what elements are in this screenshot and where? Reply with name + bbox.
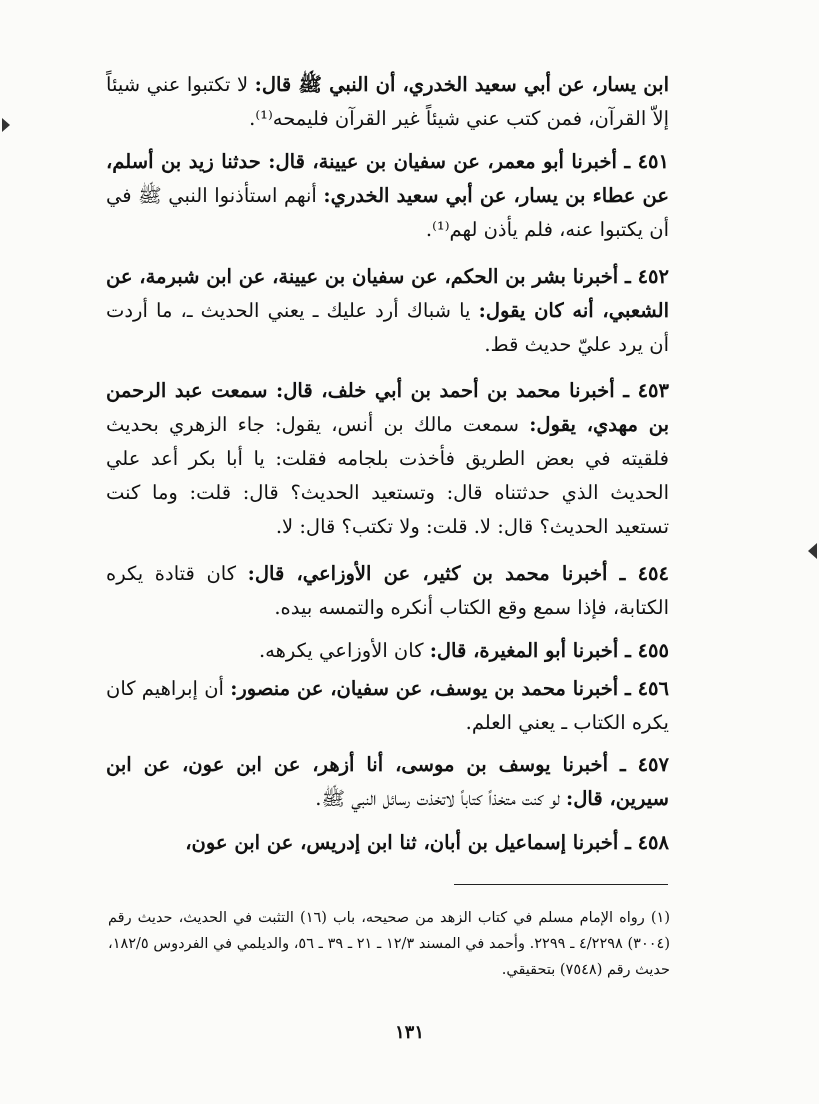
hadith-453 (106, 374, 669, 544)
hadith-455 (106, 634, 669, 668)
hadith-number: ٤٥١ (637, 150, 669, 173)
hadith-chain: ـ أخبرنا إسماعيل بن أبان، ثنا ابن إدريس، عن ابن عون، (185, 831, 638, 854)
hadith-text: لا تكتبوا عني شيئاً إلاّ القرآن، فمن كتب عني شيئاً غير القرآن فليمحه⁽¹⁾. (106, 73, 669, 130)
hadith-451 (106, 145, 669, 247)
hadith-number: ٤٥٥ (637, 639, 669, 662)
hadith-text: أنهم استأذنوا النبي ﷺ في أن يكتبوا عنه، فلم يأذن لهم⁽¹⁾. (106, 184, 669, 241)
hadith-chain: ابن يسار، عن أبي سعيد الخدري، أن النبي ﷺ قال: (254, 73, 669, 96)
scan-margin-mark (2, 118, 10, 132)
hadith-text: أن إبراهيم كان يكره الكتاب ـ يعني العلم. (106, 677, 669, 734)
hadith-number: ٤٥٦ (637, 677, 669, 700)
hadith-chain: ـ أخبرنا محمد بن يوسف، عن سفيان، عن منصور: (230, 677, 638, 700)
hadith-number: ٤٥٤ (637, 562, 669, 585)
hadith-number: ٤٥٨ (637, 831, 669, 854)
hadith-text: لو كنت متخذاً كتاباً لاتخذت رسائل النبي ﷺ. (315, 787, 567, 810)
hadith-chain: ـ أخبرنا أبو معمر، عن سفيان بن عيينة، قال: حدثنا زيد بن أسلم، عن عطاء بن يسار، عن أبي سعيد الخدري: (106, 150, 669, 207)
hadith-text: يا شباك أرد عليك ـ يعني الحديث ـ، ما أردت أن يرد عليّ حديث قط. (106, 299, 669, 356)
hadith-chain: ـ أخبرنا محمد بن كثير، عن الأوزاعي، قال: (247, 562, 638, 585)
hadith-chain: ـ أخبرنا محمد بن أحمد بن أبي خلف، قال: سمعت عبد الرحمن بن مهدي، يقول: (106, 379, 669, 436)
page-number: ١٣١ (394, 1022, 424, 1043)
footnote: (١) رواه الإمام مسلم في كتاب الزهد من صحيحه، باب (١٦) التثبت في الحديث، حديث رقم (٣٠٠٤) ٤/٢٢٩٨ ـ ٢٢٩٩. وأحمد في المسند ١٢/٣ ـ ٢١ ـ ٣٩ ـ ٥٦، والديلمي في الفردوس ١٨٢/٥، حديث رقم (٧٥٤٨) بتحقيقي. (108, 910, 670, 978)
hadith-number: ٤٥٧ (637, 753, 669, 776)
hadith-456 (106, 672, 669, 740)
hadith-454 (106, 557, 669, 625)
hadith-text: كان الأوزاعي يكرهه. (258, 639, 430, 662)
hadith-458 (106, 826, 669, 860)
hadith-chain: ـ أخبرنا أبو المغيرة، قال: (429, 639, 638, 662)
hadith-452 (106, 260, 669, 362)
hadith-457 (106, 748, 669, 816)
hadith-chain: ـ أخبرنا يوسف بن موسى، أنا أزهر، عن ابن عون، عن ابن سيرين، قال: (106, 753, 669, 810)
hadith-text: كان قتادة يكره الكتابة، فإذا سمع وقع الكتاب أنكره والتمسه بيده. (106, 562, 669, 619)
paragraph-intro (106, 68, 669, 136)
hadith-chain: ـ أخبرنا بشر بن الحكم، عن سفيان بن عيينة، عن ابن شبرمة، عن الشعبي، أنه كان يقول: (106, 265, 669, 322)
hadith-text: سمعت مالك بن أنس، يقول: جاء الزهري بحديث فلقيته في بعض الطريق فأخذت بلجامه فقلت: يا أبا بكر أعد علي الحديث الذي حدثتناه قال: وتستعيد الحديث؟ قال: قلت: وما كنت تستعيد الحديث؟ قال: لا. قلت: ولا تكتب؟ قال: لا. (106, 413, 669, 538)
scan-margin-mark (808, 543, 817, 559)
footnote-divider (454, 884, 668, 885)
hadith-number: ٤٥٢ (637, 265, 669, 288)
hadith-number: ٤٥٣ (637, 379, 669, 402)
